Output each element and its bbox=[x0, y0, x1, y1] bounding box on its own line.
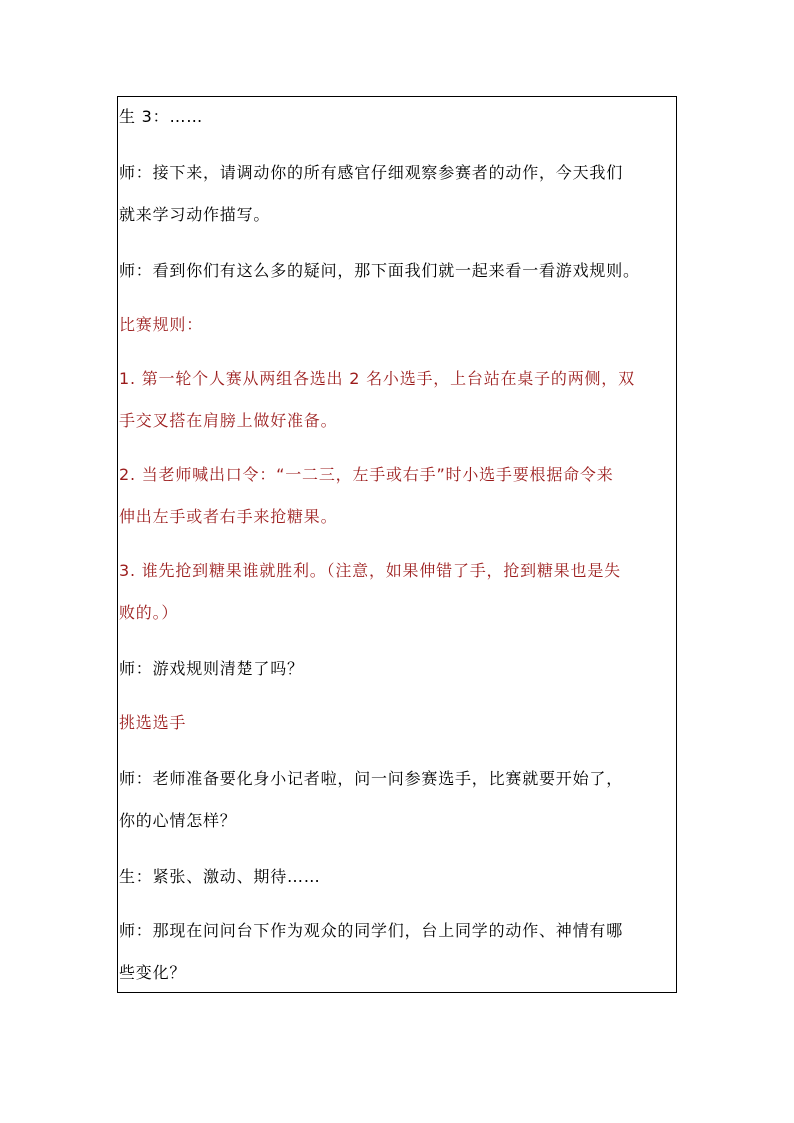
section-heading: 挑选选手 bbox=[119, 713, 187, 732]
text-line: 些变化？ bbox=[119, 963, 187, 982]
text-line: 师：游戏规则清楚了吗？ bbox=[119, 659, 304, 678]
text-line: 师：那现在问问台下作为观众的同学们，台上同学的动作、神情有哪 bbox=[119, 921, 624, 940]
text-line: 师：看到你们有这么多的疑问，那下面我们就一起来看一看游戏规则。 bbox=[119, 261, 640, 280]
section-heading: 比赛规则： bbox=[119, 315, 204, 334]
text-line: 就来学习动作描写。 bbox=[119, 205, 271, 224]
text-line: 生 3：…… bbox=[119, 107, 204, 126]
rule-line: 败的。） bbox=[119, 603, 179, 622]
text-line: 师：老师准备要化身小记者啦，问一问参赛选手，比赛就要开始了， bbox=[119, 769, 624, 788]
rule-line: 1. 第一轮个人赛从两组各选出 2 名小选手，上台站在桌子的两侧，双 bbox=[119, 369, 635, 388]
text-line: 你的心情怎样？ bbox=[119, 811, 237, 830]
rule-line: 伸出左手或者右手来抢糖果。 bbox=[119, 507, 338, 526]
document-table-cell bbox=[117, 96, 677, 993]
rule-line: 2. 当老师喊出口令：“一二三，左手或右手”时小选手要根据命令来 bbox=[119, 465, 614, 484]
rule-line: 3. 谁先抢到糖果谁就胜利。（注意，如果伸错了手，抢到糖果也是失 bbox=[119, 561, 621, 580]
text-line: 生：紧张、激动、期待…… bbox=[119, 867, 321, 886]
text-line: 师：接下来，请调动你的所有感官仔细观察参赛者的动作，今天我们 bbox=[119, 163, 624, 182]
rule-line: 手交叉搭在肩膀上做好准备。 bbox=[119, 411, 338, 430]
